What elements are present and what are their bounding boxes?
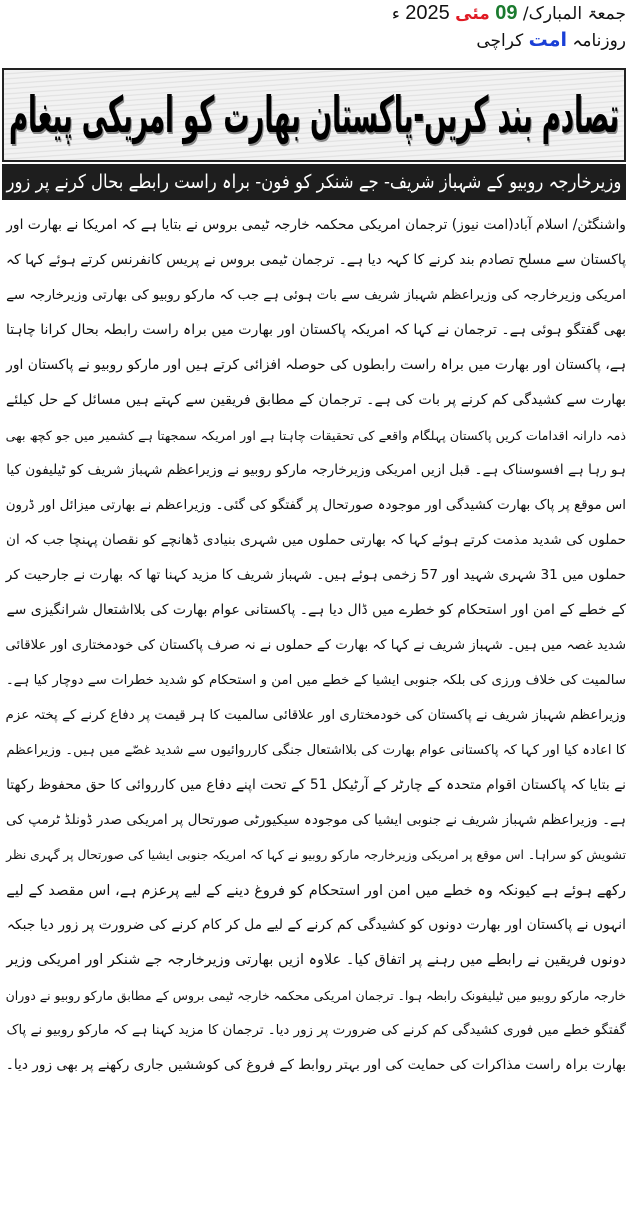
article-line: بھارت سے کشیدگی کم کرنے پر بات کی ہے۔ ترجمان کے مطابق فریقین سے کہتے ہیں مسائل کے حل کیلئے bbox=[6, 392, 626, 408]
article-line: گفتگو خطے میں فوری کشیدگی کم کرنے کی ضرورت پر زور دیا۔ ترجمان کا مزید کہنا ہے کہ مارکو روبیو نے پاک bbox=[6, 1023, 626, 1038]
paper-prefix: روزنامہ bbox=[572, 31, 626, 51]
month: مئی bbox=[455, 4, 490, 24]
article-line: انہوں نے پاکستان اور بھارت دونوں کو کشیدگی کم کرنے کے لیے مل کر کام کرنے کی ضرورت پر زور دیا جبکہ bbox=[6, 917, 626, 933]
article-line: ہے۔ وزیراعظم شہباز شریف نے جنوبی ایشیا کی موجودہ سیکیورٹی صورتحال پر امریکی صدر ڈونلڈ ٹرمپ کی bbox=[6, 812, 626, 828]
article-line: سالمیت کی خلاف ورزی کی بلکہ جنوبی ایشیا کے خطے میں امن و استحکام کو شدید خطرات سے دوچار کیا ہے۔ bbox=[5, 673, 626, 688]
weekday: جمعۃ المبارک/ bbox=[522, 4, 626, 24]
subheadline-bar bbox=[2, 164, 626, 200]
date-row bbox=[326, 0, 626, 27]
article-line: بھارت براہ راست مذاکرات کی حمایت کی اور بہتر روابط کے فروغ کی کوششیں جاری رکھنے پر بھی زور دیا۔ bbox=[5, 1057, 626, 1073]
article-line: خارجہ مارکو روبیو میں ٹیلیفونک رابطہ ہوا۔ ترجمان امریکی محکمہ خارجہ ٹیمی بروس کے مطابق مارکو روبیو نے دوران bbox=[5, 988, 626, 1003]
day-number: 09 bbox=[495, 2, 518, 24]
article-line: پاکستان سے مسلح تصادم بند کرنے کا کہہ دیا ہے۔ ترجمان ٹیمی بروس نے پریس کانفرنس کرتے ہوئے کہا کہ bbox=[6, 252, 626, 268]
paper-name: امت bbox=[528, 29, 567, 51]
article-line: ہو رہا ہے افسوسناک ہے۔ قبل ازیں امریکی وزیرخارجہ مارکو روبیو نے وزیراعظم شہباز شریف کو ٹیلیفون کیا bbox=[6, 462, 626, 478]
article-line: دونوں فریقین نے رابطے میں رہنے پر اتفاق کیا۔ علاوہ ازیں بھارتی وزیرخارجہ جے شنکر اور امریکی وزیر bbox=[6, 952, 626, 968]
article-line: امریکی وزیرخارجہ کی وزیراعظم شہباز شریف سے بات ہوئی ہے جب کہ مارکو روبیو کی بھارتی وزیرخارجہ سے bbox=[6, 288, 626, 303]
dateline bbox=[326, 0, 626, 60]
article-line: واشنگٹن/ اسلام آباد(امت نیوز) ترجمان امریکی محکمہ خارجہ ٹیمی بروس نے بتایا ہے کہ امریکا نے بھارت اور bbox=[6, 217, 626, 233]
article-line: کے خطے کے امن اور استحکام کو خطرے میں ڈال دیا ہے۔ پاکستانی عوام بھارت کی بلااشتعال شرانگیزی سے bbox=[6, 602, 626, 618]
year: 2025 bbox=[405, 2, 450, 24]
article-line: ذمہ دارانہ اقدامات کریں پاکستان پہلگام واقعے کی تحقیقات چاہتا ہے اور امریکہ سمجھتا ہے کشمیر میں جو کچھ بھی bbox=[5, 428, 626, 443]
headline: تصادم بند کریں-پاکستان بھارت کو امریکی پیغام bbox=[8, 86, 620, 144]
city: کراچی bbox=[476, 31, 524, 51]
article-body bbox=[4, 208, 626, 1208]
article-line: تشویش کو سراہا۔ اس موقع پر امریکی وزیرخارجہ مارکو روبیو نے کہا کہ امریکہ جنوبی ایشیا کی صورتحال پر گہری نظر bbox=[6, 848, 626, 862]
article-line: کا اعادہ کیا اور کہا کہ پاکستانی عوام بھارت کی بلااشتعال جنگی کارروائیوں سے شدید غصّے میں ہیں۔ وزیراعظم bbox=[6, 743, 626, 758]
article-line: حملوں کی شدید مذمت کرتے ہوئے کہا کہ بھارتی حملوں میں شہری بنیادی ڈھانچے کو نقصان پہنچا جب کہ ان bbox=[6, 532, 626, 548]
article-line: حملوں میں 31 شہری شہید اور 57 زخمی ہوئے ہیں۔ شہباز شریف کا مزید کہنا تھا کہ بھارت نے جارحیت کر bbox=[5, 567, 626, 583]
article-line: رکھے ہوئے ہے کیونکہ وہ خطے میں امن اور استحکام کو فروغ دینے کے لیے پرعزم ہے، اس مقصد کے لیے bbox=[6, 882, 626, 899]
article-line: بھی گفتگو ہوئی ہے۔ ترجمان نے کہا کہ امریکہ پاکستان اور بھارت میں براہ راست رابطہ بحال کرانا چاہتا bbox=[5, 322, 626, 338]
article-line: نے بتایا کہ پاکستان اقوام متحدہ کے چارٹر کے آرٹیکل 51 کے تحت اپنے دفاع میں کارروائی کا حق محفوظ رکھتا bbox=[6, 777, 626, 793]
article-line: شدید غصہ میں ہیں۔ شہباز شریف نے کہا کہ بھارت کے حملوں نے نہ صرف پاکستان کی خودمختاری اور علاقائی bbox=[5, 638, 626, 653]
article-line: اس موقع پر پاک بھارت کشیدگی اور موجودہ صورتحال پر گفتگو کی گئی۔ وزیراعظم نے بھارتی میزائل اور ڈرون bbox=[5, 498, 626, 513]
article-line: وزیراعظم شہباز شریف نے پاکستان کی خودمختاری اور علاقائی سالمیت کا ہر قیمت پر دفاع کرنے کے پختہ عزم bbox=[5, 708, 626, 723]
article-line: ہے، پاکستان اور بھارت میں براہ راست رابطوں کی حوصلہ افزائی کرتے ہیں اور مارکو روبیو نے پاکستان اور bbox=[6, 357, 626, 373]
headline-box bbox=[2, 68, 626, 162]
newspaper-row bbox=[326, 27, 626, 54]
era-mark: ء bbox=[391, 4, 400, 24]
subheadline: وزیرخارجہ روبیو کے شہباز شریف- جے شنکر کو فون- براہ راست رابطے بحال کرنے پر زور bbox=[6, 171, 622, 193]
